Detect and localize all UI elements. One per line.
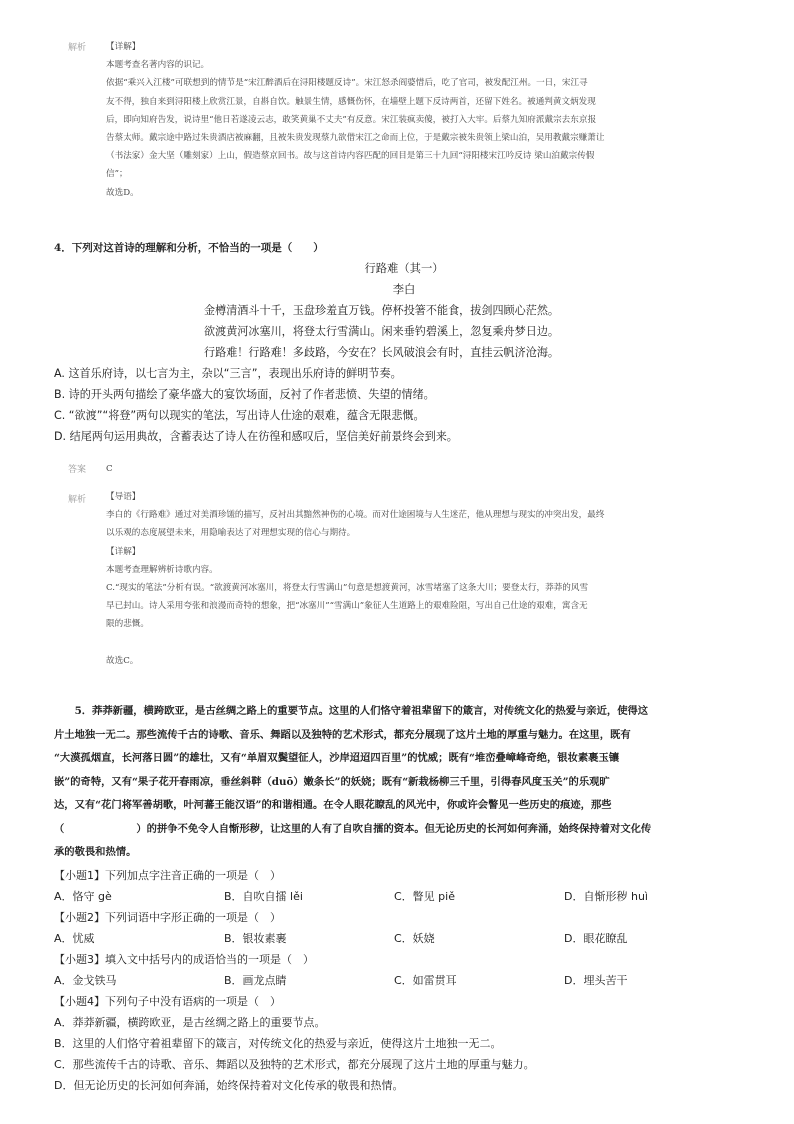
analysis-body — [106, 38, 746, 202]
answer-value: C — [106, 464, 113, 474]
poem-title: 行路难（其一） — [364, 262, 444, 275]
subquestion-3-stem: 【小题3】填入文中括号内的成语恰当的一项是（ ） — [54, 952, 314, 966]
passage-line: 承的敬畏和热情。 — [54, 846, 137, 858]
analysis-body — [106, 488, 746, 670]
analysis-line: 本题考查理解辨析诗歌内容。 — [106, 564, 218, 575]
passage-line: “大漠孤烟直，长河落日圆”的雄壮，又有“单眉双鬓望征人，沙岸迢迢四百里”的忧威；既有“堆峦叠嶂峰奇绝，银妆素裹玉镶 — [54, 752, 620, 764]
option-d: D. 结尾两句运用典故，含蓄表达了诗人在彷徨和感叹后，坚信美好前景终会到来。 — [54, 430, 458, 443]
option-c: C．妖娆 — [394, 931, 435, 945]
poem-line: 行路难！行路难！多歧路，今安在？长风破浪会有时，直挂云帆济沧海。 — [204, 346, 560, 359]
subquestion-1-options — [54, 886, 754, 907]
option-c: C．如雷贯耳 — [394, 973, 457, 987]
passage-line: 达，又有“花门将军善胡歌，叶河蕃王能汉语”的和谐相通。在令人眼花瞭乱的风光中，你或许会瞥见一些历史的痕迹，那些 — [54, 799, 612, 811]
option-b: B. 诗的开头两句描绘了豪华盛大的宴饮场面，反衬了作者悲愤、失望的情绪。 — [54, 388, 435, 401]
subquestion-2-options — [54, 928, 754, 949]
option-c: C．瞥见 piě — [394, 889, 455, 903]
analysis-line: 早已封山。诗人采用夸张和浪漫而奇特的想象，把“冰塞川”“雪满山”象征人生道路上的艰难险阻，写出自己仕途的艰难，寓含无 — [106, 601, 588, 612]
analysis-label: 解析 — [68, 495, 87, 505]
passage-line: 5．莽莽新疆，横跨欧亚，是古丝绸之路上的重要节点。这里的人们恪守着祖辈留下的箴言，对传统文化的热爱与亲近，使得这 — [54, 705, 649, 717]
analysis-line: 故选C。 — [106, 655, 139, 666]
option-b: B．银妆素裹 — [224, 931, 287, 945]
option-a: A. 这首乐府诗，以七言为主，杂以“三言”，表现出乐府诗的鲜明节奏。 — [54, 367, 402, 380]
analysis-line: 依据“乘兴入江楼”可联想到的情节是“宋江醉酒后在浔阳楼题反诗”。宋江怒杀阎婆惜后，吃了官司，被发配江州。一日，宋江寻 — [106, 78, 588, 89]
passage-line: 片土地独一无二。那些流传千古的诗歌、音乐、舞蹈以及独特的艺术形式，都充分展现了这片土地的厚重与魅力。在这里，既有 — [54, 728, 631, 741]
poem-line: 欲渡黄河冰塞川，将登太行雪满山。闲来垂钓碧溪上，忽复乘舟梦日边。 — [204, 325, 560, 338]
analysis-line: （书法家）金大坚（雕刻家）上山，假造蔡京回书。故与这首诗内容匹配的回目是第三十九回“浔阳楼宋江吟反诗 梁山泊戴宗传假 — [106, 151, 595, 162]
option-c: C．那些流传千古的诗歌、音乐、舞蹈以及独特的艺术形式，都充分展现了这片土地的厚重与魅力。 — [54, 1057, 535, 1071]
option-a: A．恪守 gè — [54, 889, 112, 903]
poem-line: 金樽清酒斗十千，玉盘珍羞直万钱。停杯投箸不能食，拔剑四顾心茫然。 — [204, 304, 560, 317]
option-b: B．这里的人们恪守着祖辈留下的箴言，对传统文化的热爱与亲近，使得这片土地独一无二。 — [54, 1036, 502, 1050]
analysis-line: 【导语】 — [106, 492, 141, 502]
analysis-line: 【详解】 — [106, 546, 141, 557]
subquestion-1-stem: 【小题1】下列加点字注音正确的一项是（ ） — [54, 868, 281, 882]
question-passage — [54, 700, 754, 865]
analysis-line: 限的悲慨。 — [106, 619, 149, 630]
option-d: D．眼花瞭乱 — [564, 931, 628, 945]
analysis-line — [106, 634, 746, 652]
subquestion-4-stem: 【小题4】下列句子中没有语病的一项是（ ） — [54, 994, 281, 1008]
option-a: A．莽莽新疆，横跨欧亚，是古丝绸之路上的重要节点。 — [54, 1015, 326, 1029]
analysis-line: 【详解】 — [106, 42, 141, 52]
analysis-line: 后，即向知府告发，说诗里“他日若遂凌云志，敢笑黄巢不丈夫”有反意。宋江装疯卖傻，被打入大牢。后蔡九知府派戴宗去东京报 — [106, 114, 597, 125]
subquestion-3-options — [54, 970, 754, 991]
option-d: D．但无论历史的长河如何奔涌，始终保持着对文化传承的敬畏和热情。 — [54, 1078, 404, 1092]
answer-label: 答案 — [68, 465, 87, 475]
analysis-label: 解析 — [68, 43, 87, 53]
option-b: B．画龙点睛 — [224, 973, 287, 987]
analysis-line: 告蔡太师。戴宗途中路过朱贵酒店被麻翻，且被朱贵发现蔡九欲借宋江之命而上位，于是戴宗被朱贵领上梁山泊，吴用教戴宗赚萧让 — [106, 133, 605, 144]
option-c: C. “欲渡”“将登”两句以现实的笔法，写出诗人仕途的艰难，蕴含无限悲慨。 — [54, 409, 425, 422]
passage-line: 嵌”的奇特，又有“果子花开春雨凉，垂丝斜靽（duō）嫩条长”的妖娆；既有“新栽杨柳三千里，引得春风度玉关”的乐观旷 — [54, 775, 610, 788]
analysis-line: 李白的《行路难》通过对美酒珍馐的描写，反衬出其黯然神伤的心境。而对仕途困境与人生迷茫，他从理想与现实的冲突出发，最终 — [106, 510, 605, 521]
question-5 — [54, 700, 754, 1096]
option-d: D．自惭形秽 huì — [564, 889, 648, 903]
analysis-line: 本题考查名著内容的识记。 — [106, 60, 210, 71]
option-a: A．金戈铁马 — [54, 973, 117, 987]
analysis-line: 故选D。 — [106, 187, 139, 198]
subquestion-2-stem: 【小题2】下列词语中字形正确的一项是（ ） — [54, 910, 281, 924]
passage-line: （ ）的拼争不免令人自惭形秽，让这里的人有了自吹自擂的资本。但无论历史的长河如何奔涌，始终保持着对文化传 — [54, 822, 652, 835]
analysis-line: C.“现实的笔法”分析有误。“欲渡黄河冰塞川，将登太行雪满山”句意是想渡黄河，冰雪堵塞了这条大川；要登太行，莽莽的风雪 — [106, 583, 589, 594]
analysis-line: 以乐观的态度展望未来，用隐喻表达了对理想实现的信心与期待。 — [106, 528, 356, 539]
poem-author: 李白 — [392, 283, 416, 296]
analysis-line: 信”； — [106, 169, 128, 180]
analysis-line: 友不得，独自来到浔阳楼上欣赏江景，自斟自饮。触景生情，感慨伤怀，在墙壁上题下反诗两首，还留下姓名。被通判黄文炳发现 — [106, 96, 596, 107]
question-stem: 4．下列对这首诗的理解和分析，不恰当的一项是（ ） — [54, 242, 324, 254]
option-a: A．忧威 — [54, 931, 95, 945]
option-d: D．埋头苦干 — [564, 973, 628, 987]
option-b: B．自吹自擂 lěi — [224, 889, 303, 903]
